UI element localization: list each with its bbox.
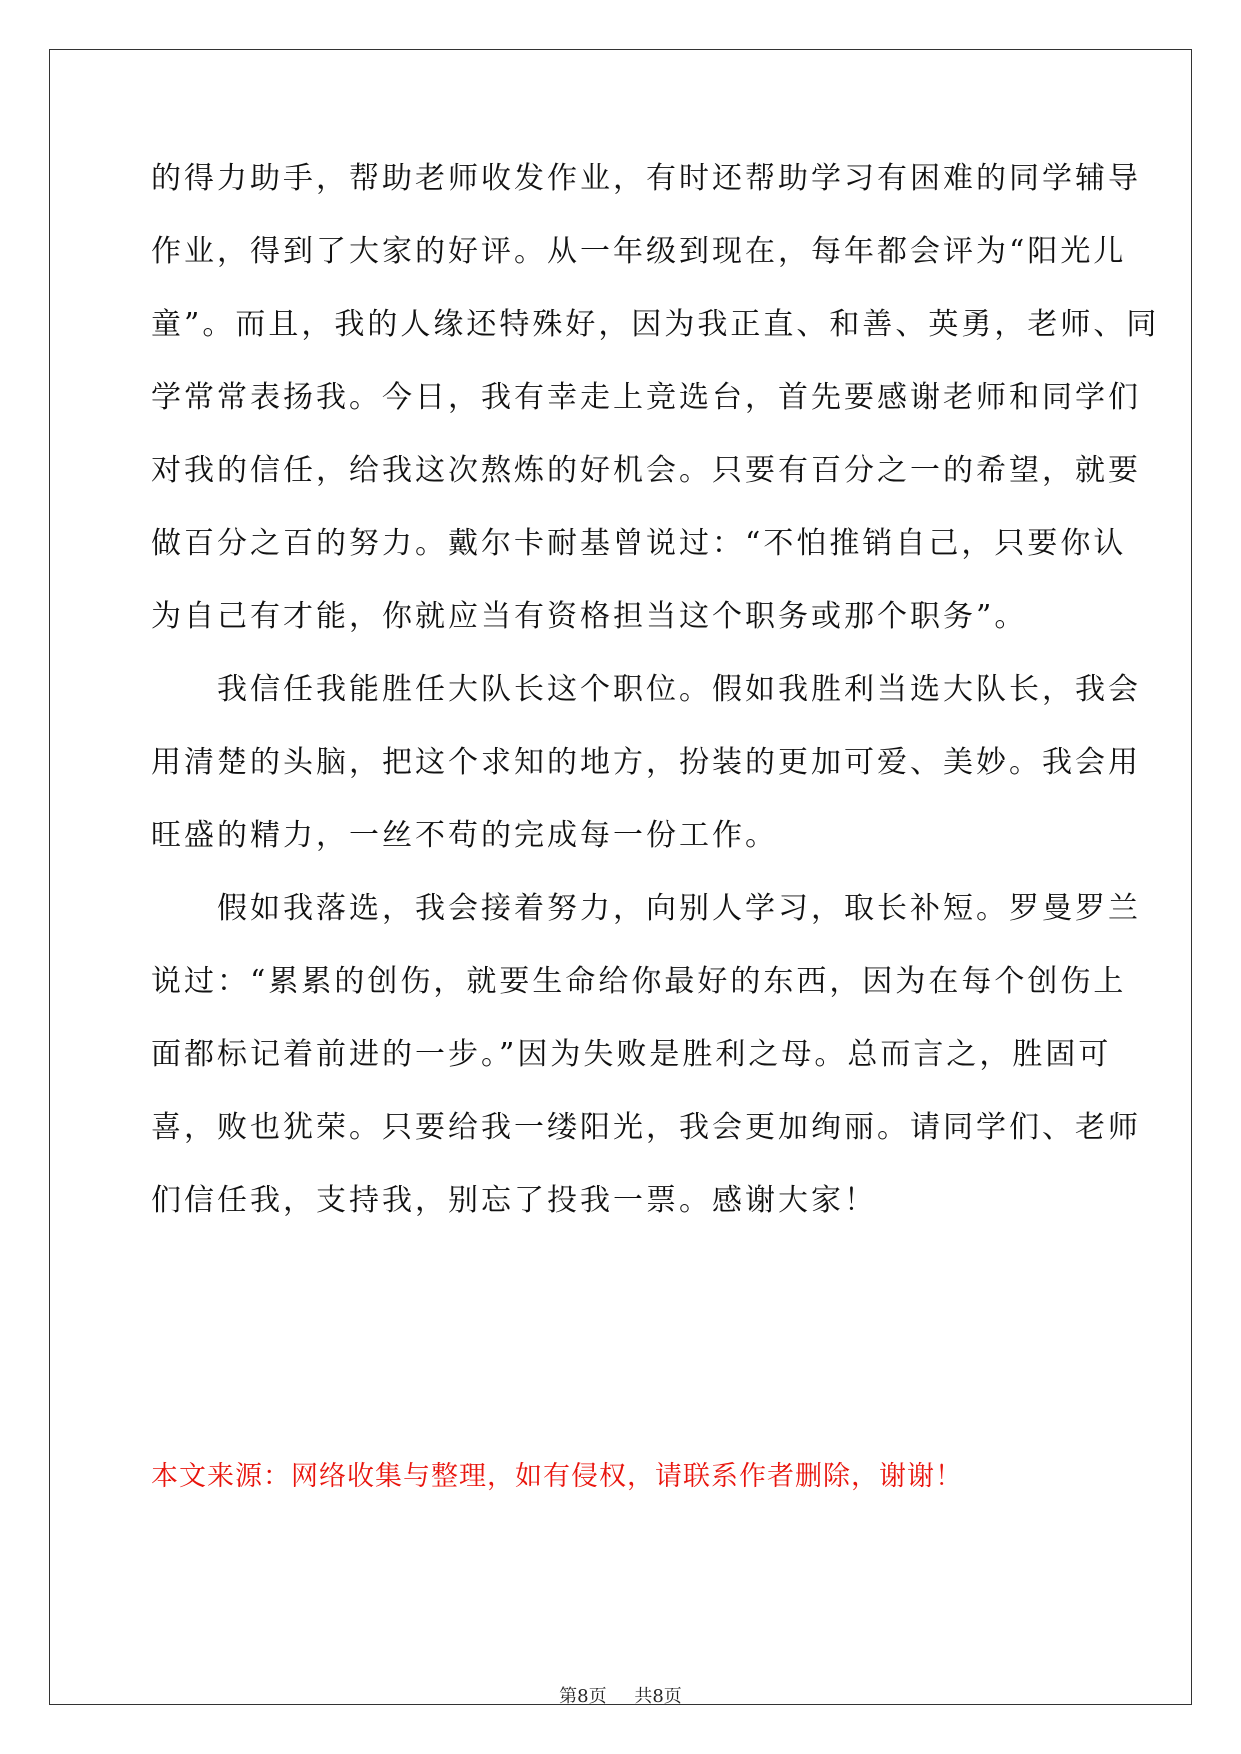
text-line: 童”。而且，我的人缘还特殊好，因为我正直、和善、英勇，老师、同 (151, 307, 1160, 342)
text-line: 用清楚的头脑，把这个求知的地方，扮装的更加可爱、美妙。我会用 (151, 745, 1141, 780)
text-line: 说过：“累累的创伤，就要生命给你最好的东西，因为在每个创伤上 (151, 964, 1127, 999)
source-note: 本文来源：网络收集与整理，如有侵权，请联系作者删除，谢谢！ (151, 1461, 963, 1492)
text-line: 作业，得到了大家的好评。从一年级到现在，每年都会评为“阳光儿 (151, 234, 1127, 269)
text-line: 为自己有才能，你就应当有资格担当这个职务或那个职务”。 (151, 599, 1028, 634)
text-line: 假如我落选，我会接着努力，向别人学习，取长补短。罗曼罗兰 (151, 891, 1141, 926)
text-line: 对我的信任，给我这次熬炼的好机会。只要有百分之一的希望，就要 (151, 453, 1141, 488)
text-line: 学常常表扬我。今日，我有幸走上竞选台，首先要感谢老师和同学们 (151, 380, 1141, 415)
text-line: 我信任我能胜任大队长这个职位。假如我胜利当选大队长，我会 (151, 672, 1141, 707)
text-line: 喜，败也犹荣。只要给我一缕阳光，我会更加绚丽。请同学们、老师 (151, 1110, 1141, 1145)
page-number: 第8页 (559, 1686, 607, 1707)
page-total: 共8页 (634, 1686, 682, 1707)
text-line: 做百分之百的努力。戴尔卡耐基曾说过：“不怕推销自己，只要你认 (151, 526, 1127, 561)
text-line: 旺盛的精力，一丝不苟的完成每一份工作。 (151, 818, 778, 853)
text-line: 面都标记着前进的一步。”因为失败是胜利之母。总而言之，胜固可 (151, 1037, 1112, 1072)
text-line: 的得力助手，帮助老师收发作业，有时还帮助学习有困难的同学辅导 (151, 161, 1141, 196)
page-footer (0, 1682, 1241, 1708)
text-line: 们信任我，支持我，别忘了投我一票。感谢大家！ (151, 1183, 877, 1218)
